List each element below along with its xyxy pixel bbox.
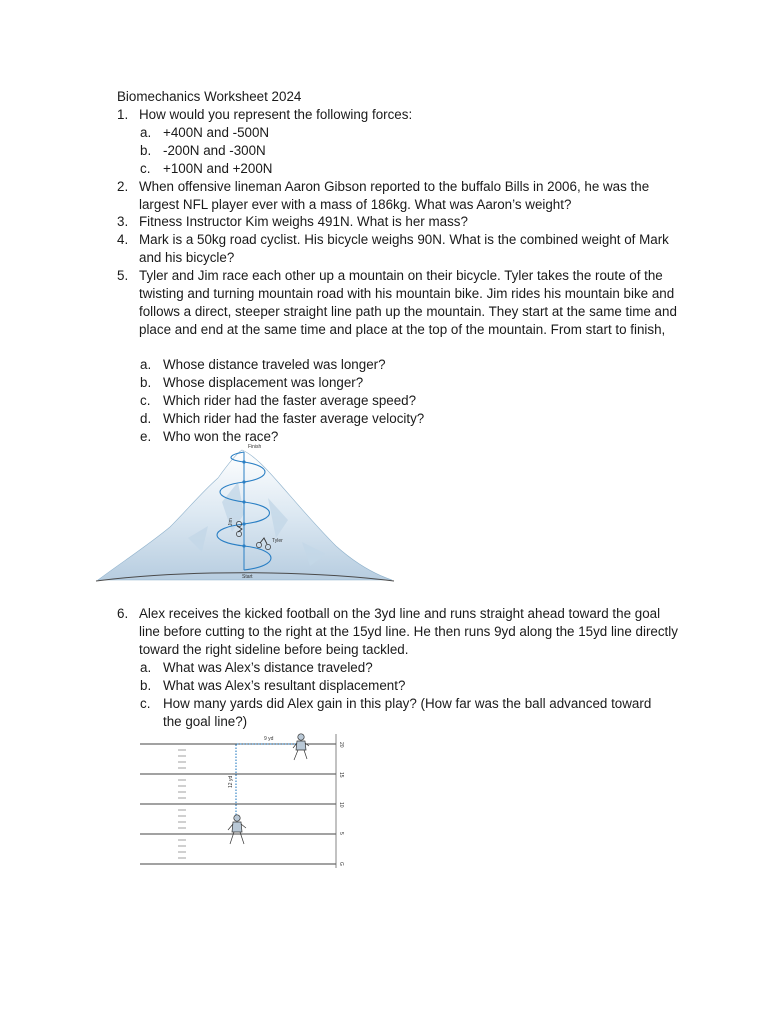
question-4 xyxy=(117,231,682,267)
mountain-shape xyxy=(98,450,392,580)
yard-label-5: 5 xyxy=(338,832,344,835)
horizontal-distance-label: 9 yd xyxy=(264,736,274,742)
question-1 xyxy=(117,106,682,124)
sub-text: Whose displacement was longer? xyxy=(163,375,364,390)
sub-letter: c. xyxy=(140,161,151,176)
question-5 xyxy=(117,267,682,339)
tyler-label: Tyler xyxy=(272,538,283,544)
question-number: 2. xyxy=(117,179,129,194)
question-6c xyxy=(140,695,660,731)
question-number: 6. xyxy=(117,606,129,621)
question-6 xyxy=(117,605,682,659)
question-5a xyxy=(140,356,660,374)
sub-text: What was Alex’s resultant displacement? xyxy=(163,678,406,693)
question-6b xyxy=(140,677,660,695)
yard-label-goal: G xyxy=(338,862,344,866)
yard-label-15: 15 xyxy=(338,772,344,778)
vertical-distance-label: 12 yd xyxy=(228,775,234,788)
question-text: Tyler and Jim race each other up a mountain on their bicycle. Tyler takes the route of the twisting and turning mountain road with his mountain bike. Jim rides his mountain bike and follows a direct, steeper straight line path up the mountain. They start at the same time and place and end at the same time and place at the top of the mountain. From start to finish, xyxy=(139,268,677,337)
alex-run-path xyxy=(236,744,300,824)
question-5d xyxy=(140,410,660,428)
question-2 xyxy=(117,178,682,214)
question-number: 4. xyxy=(117,232,129,247)
sub-letter: b. xyxy=(140,143,152,158)
sub-text: Which rider had the faster average speed? xyxy=(163,393,417,408)
yard-label-10: 10 xyxy=(338,802,344,808)
question-5b xyxy=(140,374,660,392)
finish-label: Finish xyxy=(248,444,262,450)
sub-text: +400N and -500N xyxy=(163,125,270,140)
start-label: Start xyxy=(242,574,253,580)
sub-text: +100N and +200N xyxy=(163,161,273,176)
question-number: 3. xyxy=(117,214,129,229)
question-6a xyxy=(140,659,660,677)
path-marker xyxy=(242,544,245,547)
sub-letter: e. xyxy=(140,429,152,444)
yard-label-20: 20 xyxy=(338,742,344,748)
jim-label: Jim xyxy=(228,518,234,526)
sub-letter: a. xyxy=(140,125,152,140)
sub-text: Whose distance traveled was longer? xyxy=(163,357,386,372)
question-5c xyxy=(140,392,660,410)
sub-text: What was Alex’s distance traveled? xyxy=(163,660,373,675)
football-field-figure xyxy=(138,732,352,870)
question-number: 5. xyxy=(117,268,129,283)
question-text: Fitness Instructor Kim weighs 491N. What is her mass? xyxy=(139,214,468,229)
player-start-icon xyxy=(228,815,246,844)
sub-letter: a. xyxy=(140,660,152,675)
sub-letter: b. xyxy=(140,375,152,390)
sub-letter: d. xyxy=(140,411,152,426)
sub-text: Which rider had the faster average velocity? xyxy=(163,411,425,426)
player-tackled-icon xyxy=(293,734,309,760)
sub-letter: a. xyxy=(140,357,152,372)
path-marker xyxy=(242,500,245,503)
path-marker xyxy=(242,522,245,525)
path-marker xyxy=(242,480,245,483)
sub-letter: c. xyxy=(140,393,151,408)
sub-text: -200N and -300N xyxy=(163,143,266,158)
question-text: Mark is a 50kg road cyclist. His bicycle weighs 90N. What is the combined weight of Mark and his bicycle? xyxy=(139,232,669,265)
path-marker xyxy=(242,460,245,463)
question-1b xyxy=(140,142,660,160)
question-text: When offensive lineman Aaron Gibson reported to the buffalo Bills in 2006, he was the largest NFL player ever with a mass of 186kg. What was Aaron’s weight? xyxy=(139,179,650,212)
question-1a xyxy=(140,124,660,142)
question-text: How would you represent the following forces: xyxy=(139,107,413,122)
question-text: Alex receives the kicked football on the 3yd line and runs straight ahead toward the goal line before cutting to the right at the 15yd line. He then runs 9yd along the 15yd line directly toward the right sideline before being tackled. xyxy=(139,606,678,657)
sub-text: Who won the race? xyxy=(163,429,279,444)
sub-letter: b. xyxy=(140,678,152,693)
question-3 xyxy=(117,213,682,231)
mountain-figure xyxy=(92,442,398,584)
document-title: Biomechanics Worksheet 2024 xyxy=(117,89,302,104)
sub-text: How many yards did Alex gain in this play? (How far was the ball advanced toward the goal line?) xyxy=(163,696,652,729)
question-number: 1. xyxy=(117,107,129,122)
question-1c xyxy=(140,160,660,178)
sub-letter: c. xyxy=(140,696,151,711)
